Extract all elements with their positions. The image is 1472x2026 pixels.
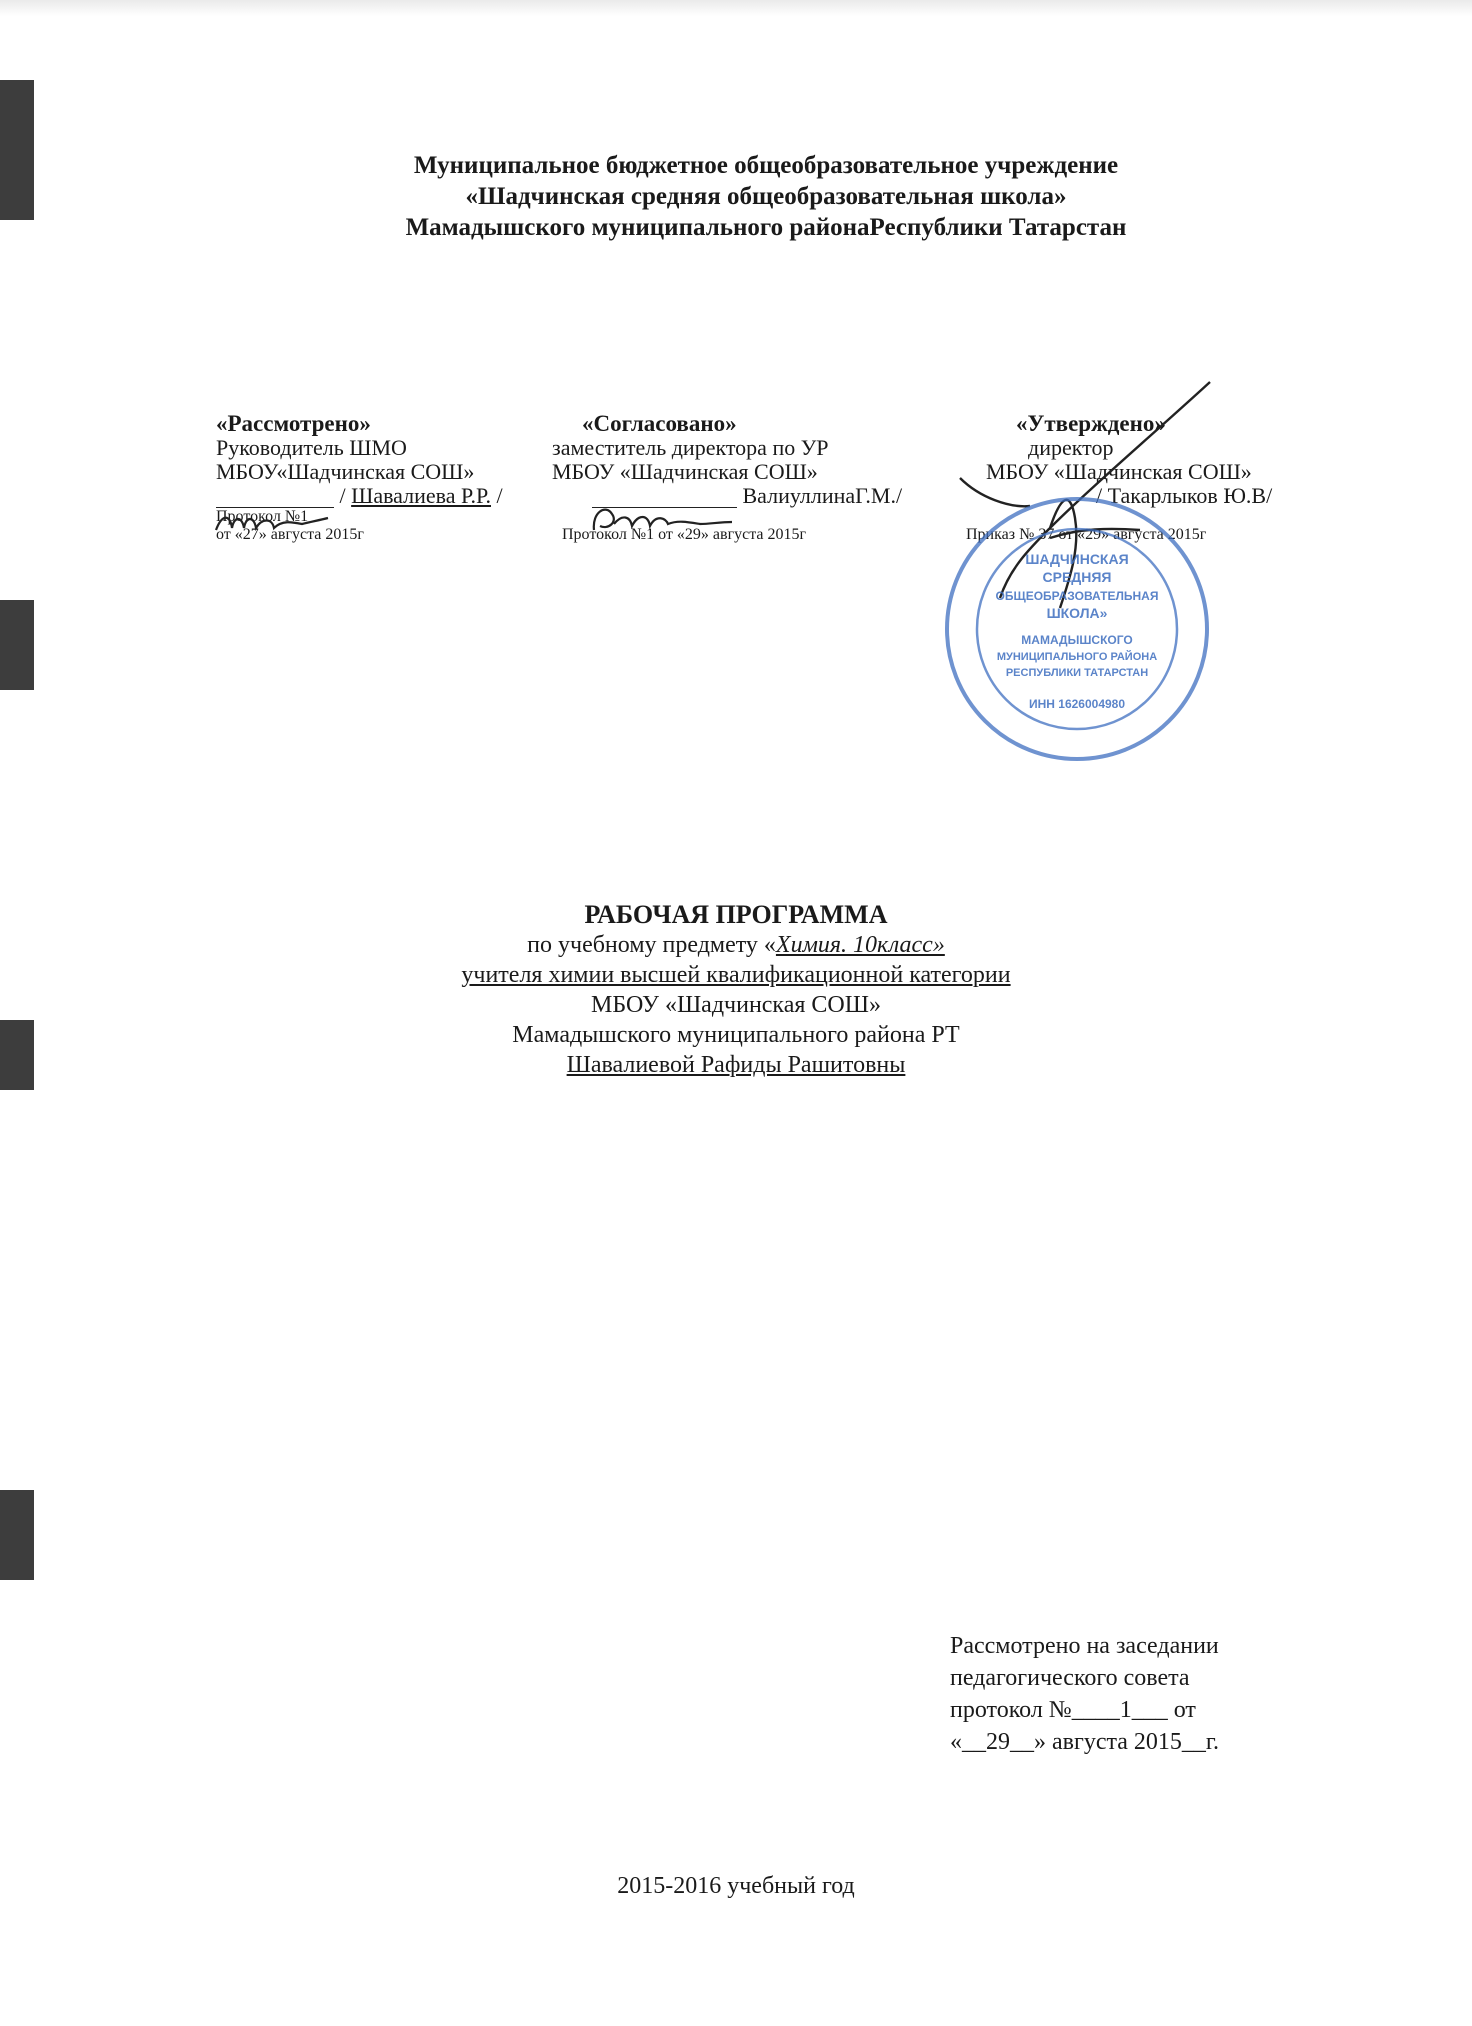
council-line-1: Рассмотрено на заседании (950, 1633, 1219, 1659)
agreed-org: МБОУ «Шадчинская СОШ» (552, 459, 818, 484)
name-separator: / (334, 483, 352, 508)
program-school: МБОУ «Шадчинская СОШ» (591, 992, 881, 1018)
program-title-block (0, 900, 1472, 1080)
header-line-1: Муниципальное бюджетное общеобразовательное учреждение (413, 152, 1119, 179)
reviewed-signature-line (216, 484, 503, 508)
agreed-role: заместитель директора по УР (552, 435, 829, 460)
council-line-3: протокол №____1___ от (950, 1697, 1196, 1723)
approved-order: Приказ № 37 от «29» августа 2015г (966, 526, 1207, 543)
scan-edge-mark (0, 1490, 34, 1580)
seal-text: РЕСПУБЛИКИ ТАТАРСТАН (1005, 667, 1149, 679)
school-seal (942, 494, 1212, 764)
agreed-signature (588, 500, 738, 540)
program-district: Мамадышского муниципального района РТ (512, 1022, 960, 1048)
agreed-protocol: Протокол №1 от «29» августа 2015г (562, 526, 807, 543)
program-title: РАБОЧАЯ ПРОГРАММА (584, 900, 888, 929)
agreed-heading: «Согласовано» (582, 411, 737, 436)
signature-underline (216, 487, 334, 508)
header-line-2: «Шадчинская средняя общеобразовательная школа» (465, 183, 1067, 210)
agreed-name: ВалиуллинаГ.М./ (742, 483, 903, 508)
approved-name: / Такарлыков Ю.В/ (1096, 483, 1273, 508)
council-note (950, 1630, 1219, 1758)
reviewed-org: МБОУ«Шадчинская СОШ» (216, 459, 475, 484)
program-teacher: учителя химии высшей квалификационной категории (461, 962, 1011, 988)
reviewed-heading: «Рассмотрено» (216, 411, 371, 436)
seal-text: ИНН 1626004980 (1028, 697, 1126, 711)
reviewed-signature (212, 508, 332, 540)
scan-top-shadow (0, 0, 1472, 16)
reviewed-protocol: Протокол №1 (216, 508, 309, 525)
seal-text: ОБЩЕОБРАЗОВАТЕЛЬНАЯ (995, 589, 1159, 603)
name-separator: / (491, 483, 503, 508)
subject-prefix: по учебному предмету « (527, 932, 776, 958)
scan-edge-mark (0, 600, 34, 690)
reviewed-name: Шавалиева Р.Р. (351, 483, 491, 508)
program-subject: Химия. 10класс» (775, 932, 945, 958)
seal-text: МУНИЦИПАЛЬНОГО РАЙОНА (996, 651, 1158, 663)
approved-role: директор (1028, 435, 1114, 460)
reviewed-date: от «27» августа 2015г (216, 526, 364, 543)
program-subject-line (0, 930, 1472, 960)
seal-text: ШАДЧИНСКАЯ (1025, 551, 1129, 567)
seal-text: ШКОЛА» (1046, 605, 1108, 621)
approved-org: МБОУ «Шадчинская СОШ» (986, 459, 1252, 484)
academic-year: 2015-2016 учебный год (617, 1873, 855, 1899)
council-line-2: педагогического совета (950, 1665, 1190, 1691)
council-line-4: «__29__» августа 2015__г. (950, 1729, 1220, 1755)
institution-header (0, 150, 1472, 243)
approved-heading: «Утверждено» (1016, 411, 1166, 436)
seal-text: СРЕДНЯЯ (1042, 569, 1112, 585)
reviewed-role: Руководитель ШМО (216, 435, 407, 460)
program-person: Шавалиевой Рафиды Рашитовны (566, 1052, 906, 1078)
seal-text: МАМАДЫШСКОГО (1021, 633, 1133, 647)
header-line-3: Мамадышского муниципального районаРеспублики Татарстан (405, 214, 1127, 241)
